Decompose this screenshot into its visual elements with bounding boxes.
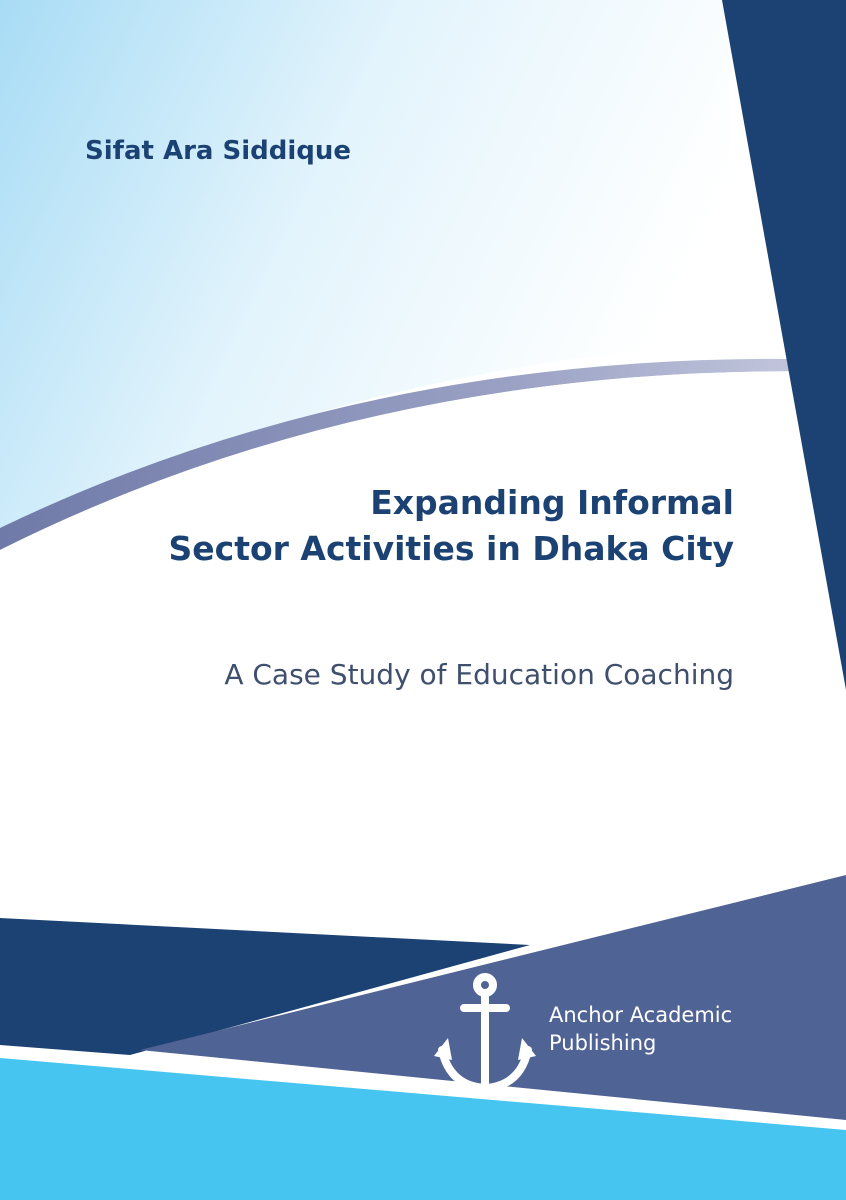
book-title bbox=[169, 480, 735, 572]
author-name: Sifat Ara Siddique bbox=[85, 136, 352, 166]
right-navy-band bbox=[722, 0, 846, 690]
sky-gradient-area bbox=[0, 0, 730, 528]
publisher-line-2: Publishing bbox=[549, 1031, 657, 1055]
anchor-icon bbox=[430, 972, 540, 1098]
book-subtitle: A Case Study of Education Coaching bbox=[224, 658, 734, 691]
title-line-2: Sector Activities in Dhaka City bbox=[168, 529, 734, 568]
publisher-name bbox=[549, 1001, 732, 1057]
title-line-1: Expanding Informal bbox=[370, 483, 734, 522]
publisher-line-1: Anchor Academic bbox=[549, 1003, 733, 1027]
